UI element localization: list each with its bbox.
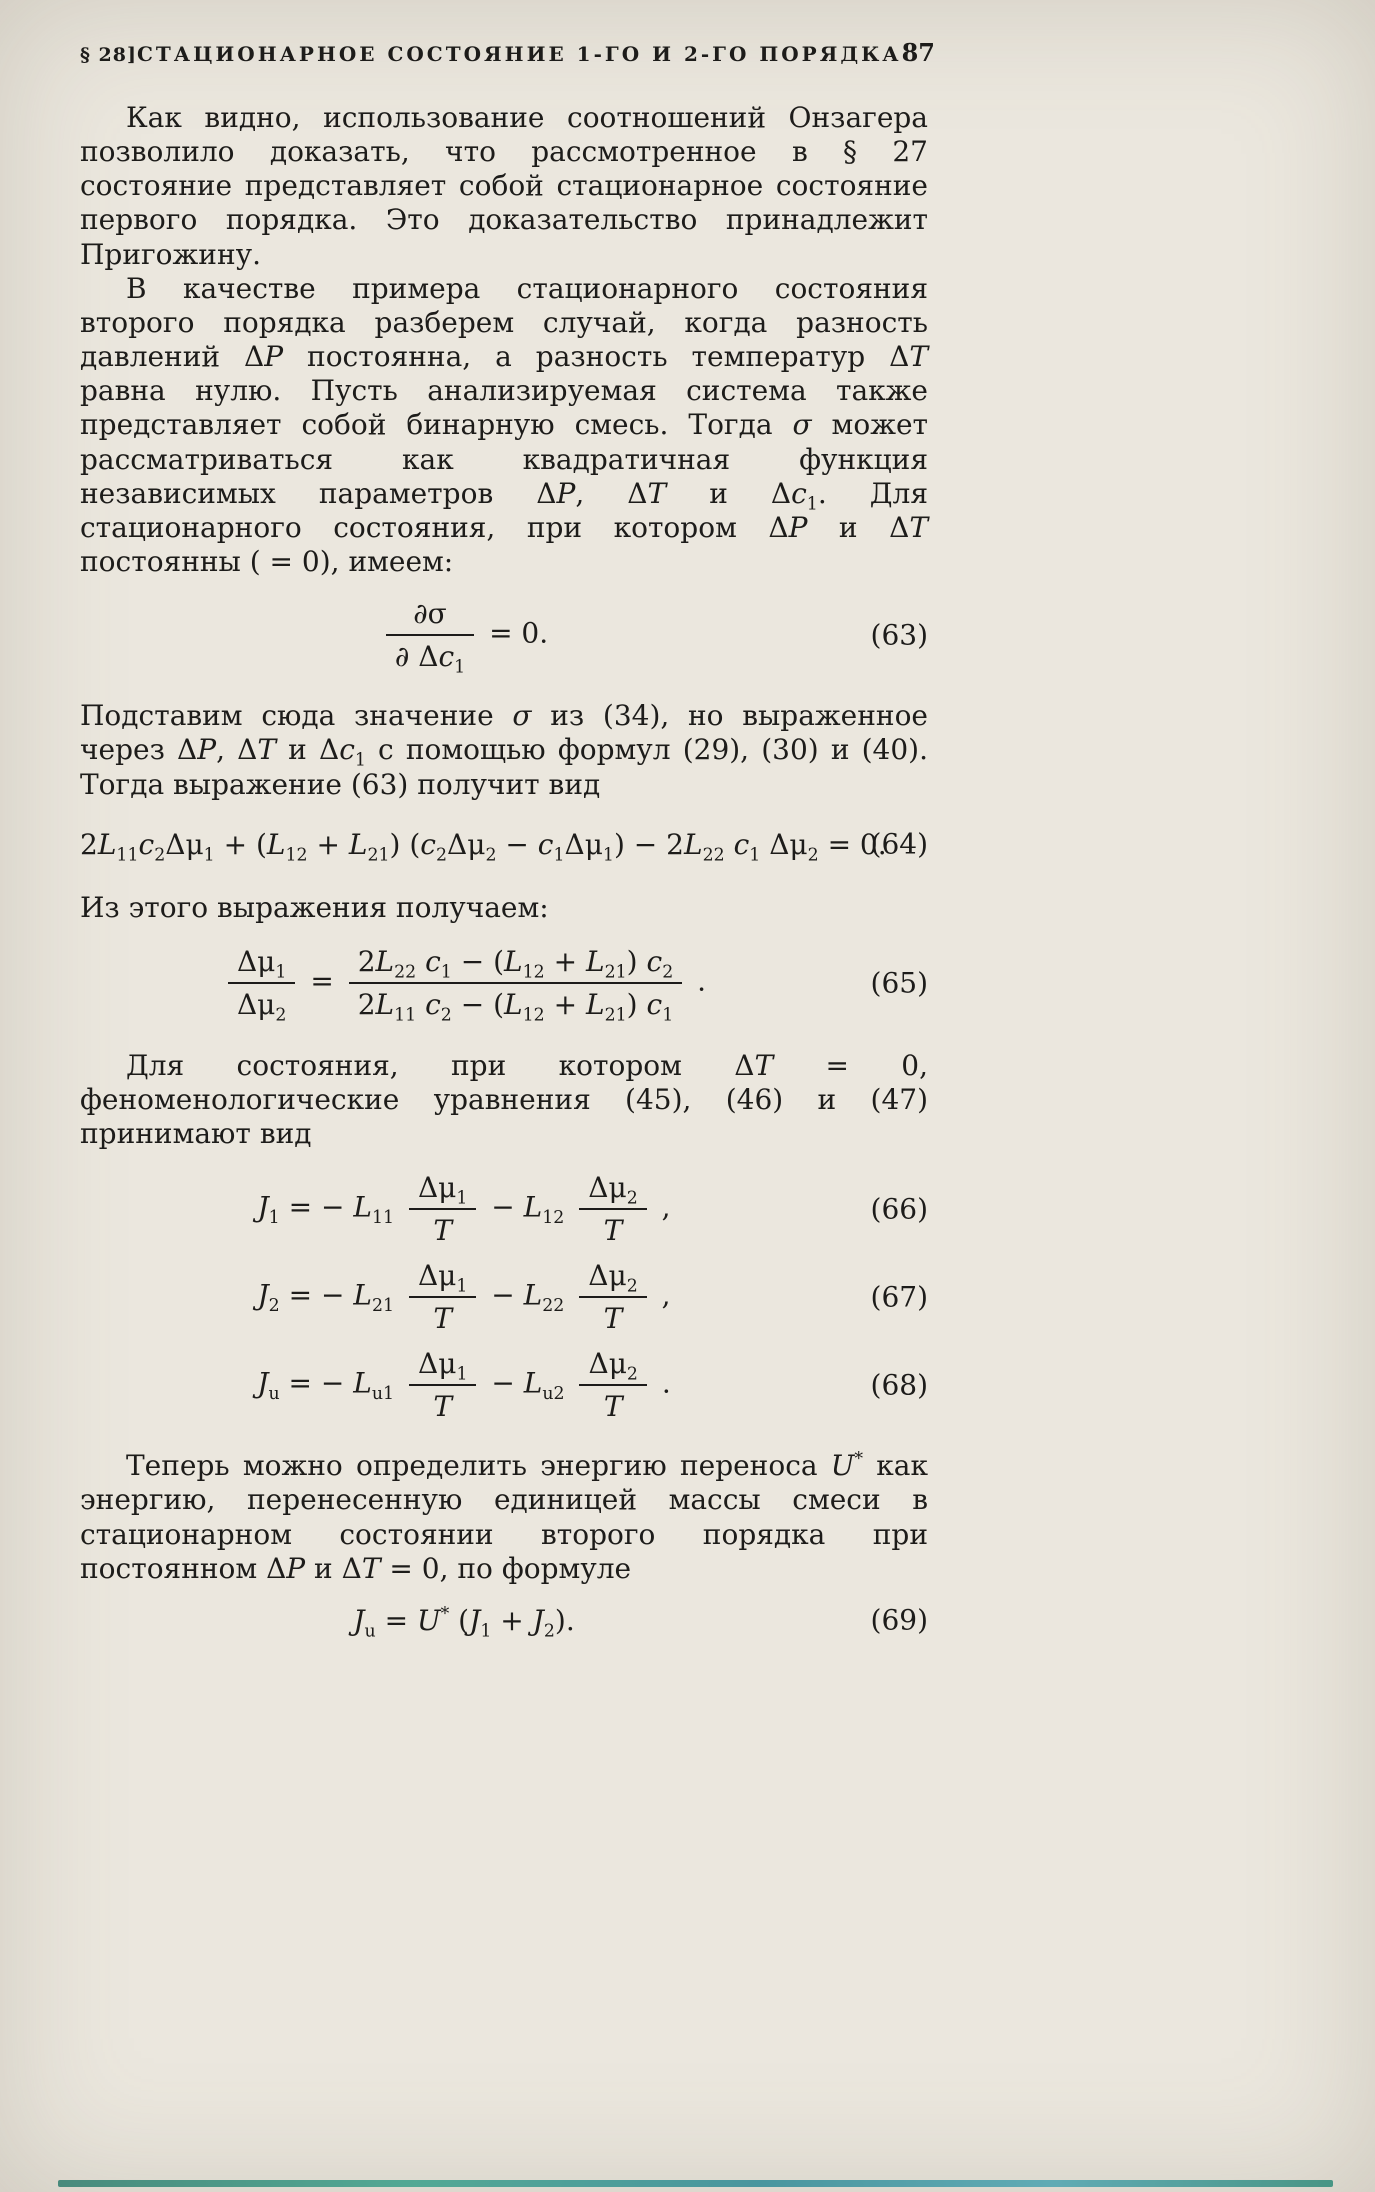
- subscript: 2: [268, 1296, 280, 1317]
- fraction: [409, 1171, 476, 1247]
- text-run: T: [433, 1214, 453, 1248]
- equation-67: [80, 1259, 928, 1335]
- subscript: 1: [602, 845, 614, 866]
- text-run: J: [257, 1278, 269, 1312]
- page-header: [80, 38, 936, 67]
- equation-65-body: [222, 944, 707, 1026]
- text-run: 2: [357, 944, 376, 978]
- text-run: ) (: [389, 827, 421, 861]
- subscript: 1: [806, 494, 818, 515]
- text-run: L: [683, 827, 703, 861]
- fraction: [228, 944, 295, 1026]
- text-run: постоянна, а разность температур Δ: [283, 340, 910, 374]
- text-run: = 0.: [480, 616, 549, 650]
- text-run: T: [603, 1390, 623, 1424]
- text-run: Δμ: [588, 1259, 627, 1293]
- text-run: ) − 2: [613, 827, 684, 861]
- subscript: 1: [268, 1208, 280, 1229]
- subscript: 2: [543, 1621, 555, 1642]
- equation-69-body: [353, 1603, 575, 1642]
- fraction-denominator: [579, 1210, 646, 1247]
- subscript: 1: [440, 962, 452, 983]
- fraction: [409, 1259, 476, 1335]
- equation-66-body: [257, 1171, 670, 1247]
- text-run: c: [791, 476, 807, 510]
- text-run: T: [433, 1390, 453, 1424]
- text-run: [564, 1191, 573, 1224]
- text-run: c: [646, 987, 663, 1021]
- text-run: +: [544, 987, 586, 1021]
- text-run: L: [353, 1366, 372, 1400]
- text-run: σ: [792, 408, 812, 442]
- text-run: Δμ: [760, 827, 808, 861]
- subscript: 2: [154, 845, 166, 866]
- paragraph-1: [80, 101, 928, 272]
- equation-68-number: (68): [870, 1368, 928, 1402]
- fraction: [579, 1259, 646, 1335]
- text-run: из (34), но выраженное через Δ: [80, 699, 928, 767]
- equation-67-body: [257, 1259, 670, 1335]
- subscript: 11: [371, 1208, 395, 1229]
- text-run: J: [353, 1603, 365, 1637]
- text-run: и Δ: [305, 1551, 362, 1585]
- text-run: T: [909, 510, 928, 544]
- text-run: +: [491, 1603, 533, 1637]
- subscript: u2: [542, 1384, 565, 1405]
- subscript: 1: [354, 750, 366, 771]
- text-run: . Для стационарного состояния, при котором Δ: [80, 476, 928, 544]
- subscript: u: [364, 1621, 376, 1642]
- text-run: L: [523, 1278, 543, 1312]
- subscript: 1: [456, 1188, 468, 1209]
- fraction-denominator: [409, 1386, 476, 1423]
- text-run: −: [482, 1278, 524, 1312]
- text-run: − (: [451, 944, 505, 978]
- text-run: , Δ: [575, 476, 648, 510]
- text-run: P: [197, 733, 217, 767]
- text-run: Δμ: [417, 1171, 457, 1205]
- text-run: T: [433, 1302, 453, 1336]
- text-run: T: [647, 476, 667, 510]
- text-run: J: [469, 1603, 481, 1637]
- equation-68-body: [257, 1347, 671, 1423]
- paragraph-4: [80, 891, 928, 925]
- fraction: [579, 1171, 646, 1247]
- fraction: [409, 1347, 476, 1423]
- fraction-denominator: [349, 984, 683, 1026]
- text-run: ): [626, 944, 647, 978]
- superscript: *: [440, 1604, 450, 1625]
- text-run: L: [348, 827, 368, 861]
- subscript: 2: [807, 845, 819, 866]
- text-run: Как видно, использование соотношений Онзагера позволило доказать, что рассмотренное в § 27 состояние представляет собой стационарное состояние первого порядка. Это доказательство принадлежит Пригожину.: [80, 101, 928, 271]
- page-number: 87: [901, 38, 936, 67]
- text-run: T: [909, 340, 929, 374]
- text-run: P: [788, 510, 808, 544]
- text-run: Для состояния, при котором Δ: [126, 1048, 755, 1082]
- text-run: T: [603, 1302, 623, 1336]
- text-run: T: [754, 1048, 774, 1082]
- text-run: постоянны ( = 0), имеем:: [80, 545, 454, 579]
- fraction: [386, 597, 474, 678]
- fraction-numerator: [228, 945, 295, 984]
- superscript: *: [854, 1449, 864, 1470]
- text-run: L: [504, 987, 523, 1021]
- equation-65-number: (65): [870, 966, 928, 1000]
- subscript: 2: [485, 845, 497, 866]
- text-run: = −: [279, 1278, 354, 1312]
- subscript: 21: [604, 962, 627, 983]
- text-run: + (: [214, 827, 267, 861]
- text-run: Δμ: [417, 1259, 457, 1293]
- subscript: 1: [749, 845, 761, 866]
- running-title: СТАЦИОНАРНОЕ СОСТОЯНИЕ 1-ГО И 2-ГО ПОРЯДКА: [136, 42, 902, 66]
- text-run: , Δ: [216, 733, 258, 767]
- section-label: § 28]: [80, 44, 137, 66]
- text-run: c: [420, 827, 436, 861]
- text-run: J: [257, 1366, 269, 1400]
- fraction: [349, 944, 683, 1026]
- subscript: 1: [662, 1005, 674, 1026]
- text-run: [565, 1367, 574, 1400]
- text-run: L: [504, 944, 523, 978]
- text-run: 2: [357, 987, 376, 1021]
- text-run: и Δ: [276, 733, 340, 767]
- fraction-denominator: [579, 1386, 646, 1423]
- text-run: [416, 945, 425, 978]
- equation-66-number: (66): [870, 1192, 928, 1226]
- text-run: J: [532, 1603, 544, 1637]
- subscript: 2: [662, 962, 674, 983]
- text-run: c: [339, 733, 355, 767]
- text-run: ∂σ: [413, 597, 447, 631]
- text-run: Δμ: [418, 1347, 457, 1381]
- text-run: Δμ: [588, 1347, 627, 1381]
- text-run: J: [257, 1190, 269, 1224]
- text-run: =: [301, 964, 343, 998]
- text-run: − (: [451, 987, 505, 1021]
- text-run: c: [438, 640, 455, 674]
- text-run: [564, 1279, 573, 1312]
- text-run: .: [688, 964, 707, 998]
- equation-65: [80, 944, 928, 1026]
- fraction-denominator: [228, 984, 295, 1026]
- text-run: −: [482, 1366, 524, 1400]
- text-run: U: [830, 1449, 855, 1483]
- text-run: P: [556, 476, 576, 510]
- subscript: 1: [480, 1621, 492, 1642]
- text-run: 2: [80, 827, 98, 861]
- text-run: = −: [279, 1190, 354, 1224]
- text-run: Δμ: [236, 987, 276, 1021]
- text-run: P: [264, 340, 284, 374]
- text-run: [725, 828, 734, 861]
- equation-69: [80, 1603, 928, 1642]
- paragraph-2: [80, 272, 928, 579]
- subscript: 22: [394, 962, 417, 983]
- text-run: Δμ: [588, 1171, 627, 1205]
- text-run: +: [544, 944, 586, 978]
- text-run: L: [375, 987, 395, 1021]
- fraction-numerator: [386, 597, 474, 636]
- subscript: 2: [626, 1188, 638, 1209]
- text-run: +: [307, 827, 349, 861]
- text-run: L: [585, 987, 605, 1021]
- subscript: 2: [435, 845, 448, 866]
- fraction-numerator: [409, 1347, 476, 1386]
- text-run: −: [482, 1190, 524, 1224]
- fraction-numerator: [409, 1171, 476, 1210]
- subscript: 1: [456, 1364, 468, 1385]
- text-run: равна нулю. Пусть анализируемая система также представляет собой бинарную смесь. Тогда: [80, 374, 928, 442]
- subscript: 22: [542, 1296, 565, 1317]
- text-run: c: [537, 827, 554, 861]
- subscript: 2: [626, 1364, 638, 1385]
- subscript: 2: [275, 1005, 287, 1026]
- text-run: c: [425, 987, 441, 1021]
- text-run: Δμ: [236, 944, 276, 978]
- subscript: 1: [203, 845, 215, 866]
- subscript: 21: [371, 1296, 395, 1317]
- text-run: Δμ: [447, 827, 486, 861]
- subscript: u: [268, 1384, 280, 1405]
- scan-artifact-strip: [58, 2180, 1333, 2187]
- fraction-numerator: [579, 1347, 646, 1386]
- text-run: и Δ: [807, 510, 910, 544]
- subscript: 12: [522, 1005, 545, 1026]
- fraction-denominator: [579, 1298, 646, 1335]
- equation-68: [80, 1347, 928, 1423]
- text-run: [394, 1279, 403, 1312]
- equation-67-number: (67): [870, 1280, 928, 1314]
- text-run: c: [646, 944, 663, 978]
- subscript: 2: [626, 1276, 638, 1297]
- text-run: ): [626, 987, 647, 1021]
- text-run: Теперь можно определить энергию переноса: [126, 1449, 831, 1483]
- equation-69-number: (69): [870, 1603, 928, 1637]
- equation-63-body: [380, 597, 549, 678]
- text-run: T: [257, 733, 277, 767]
- text-run: [394, 1191, 403, 1224]
- fraction-numerator: [579, 1259, 646, 1298]
- text-run: L: [585, 944, 605, 978]
- fraction: [579, 1347, 646, 1423]
- text-run: и Δ: [666, 476, 792, 510]
- text-run: Подставим сюда значение: [80, 699, 513, 733]
- text-run: =: [375, 1603, 417, 1637]
- subscript: 1: [553, 845, 565, 866]
- text-run: T: [361, 1551, 381, 1585]
- fraction-numerator: [579, 1171, 646, 1210]
- text-run: ∂ Δ: [394, 640, 439, 674]
- subscript: 12: [285, 845, 308, 866]
- text-run: L: [353, 1190, 372, 1224]
- subscript: 1: [454, 657, 466, 678]
- text-run: может рассматриваться как квадратичная функция независимых параметров Δ: [80, 408, 929, 510]
- text-run: [394, 1367, 403, 1400]
- equation-63: [80, 597, 928, 678]
- text-run: = −: [279, 1366, 354, 1400]
- text-run: (: [449, 1603, 470, 1637]
- text-run: −: [496, 827, 538, 861]
- subscript: 11: [394, 1005, 417, 1026]
- text-run: = 0, феноменологические уравнения (45), (46) и (47) принимают вид: [80, 1048, 929, 1151]
- text-run: c: [425, 944, 441, 978]
- subscript: 1: [275, 962, 287, 983]
- paragraph-3: [80, 699, 928, 801]
- text-run: Δμ: [165, 827, 204, 861]
- paragraph-5: [80, 1049, 928, 1151]
- subscript: 2: [440, 1005, 452, 1026]
- fraction-denominator: [409, 1298, 476, 1335]
- fraction-denominator: [386, 636, 474, 678]
- text-run: T: [603, 1214, 623, 1248]
- subscript: 22: [702, 845, 725, 866]
- text-run: Из этого выражения получаем:: [80, 890, 549, 924]
- equation-63-number: (63): [870, 618, 928, 652]
- fraction-denominator: [409, 1210, 476, 1247]
- text-run: L: [375, 944, 395, 978]
- equation-64: [80, 827, 928, 866]
- text-run: с помощью формул (29), (30) и (40). Тогда выражение (63) получит вид: [80, 733, 929, 801]
- subscript: 21: [367, 845, 390, 866]
- text-run: = 0, по формуле: [380, 1551, 632, 1585]
- text-run: = 0.: [818, 827, 887, 861]
- equation-64-body: [80, 827, 887, 866]
- text-run: ,: [652, 1190, 671, 1224]
- text-run: L: [266, 827, 286, 861]
- text-run: c: [138, 827, 155, 861]
- text-run: L: [523, 1366, 543, 1400]
- text-run: В качестве примера стационарного состояния второго порядка разберем случай, когда разность давлений Δ: [80, 271, 928, 374]
- text-run: L: [523, 1190, 543, 1224]
- subscript: 12: [522, 962, 545, 983]
- subscript: 1: [456, 1276, 468, 1297]
- subscript: 21: [604, 1005, 627, 1026]
- text-run: как энергию, перенесенную единицей массы смеси в стационарном состоянии второго порядка при постоянном Δ: [80, 1449, 928, 1585]
- text-run: ,: [652, 1278, 671, 1312]
- text-run: .: [652, 1366, 671, 1400]
- paragraph-6: [80, 1449, 928, 1586]
- text-column: [80, 38, 936, 1655]
- equation-64-number: (64): [870, 827, 928, 861]
- text-run: L: [353, 1278, 372, 1312]
- text-run: P: [286, 1551, 306, 1585]
- subscript: 11: [116, 845, 139, 866]
- text-run: Δμ: [564, 827, 603, 861]
- text-run: L: [97, 827, 117, 861]
- subscript: u1: [371, 1384, 395, 1405]
- text-run: [416, 988, 425, 1021]
- text-run: U: [416, 1603, 441, 1637]
- subscript: 12: [542, 1208, 565, 1229]
- fraction-numerator: [349, 945, 683, 984]
- text-run: c: [733, 827, 750, 861]
- fraction-numerator: [409, 1259, 476, 1298]
- text-run: ).: [554, 1603, 575, 1637]
- text-run: σ: [512, 699, 532, 733]
- equation-66: [80, 1171, 928, 1247]
